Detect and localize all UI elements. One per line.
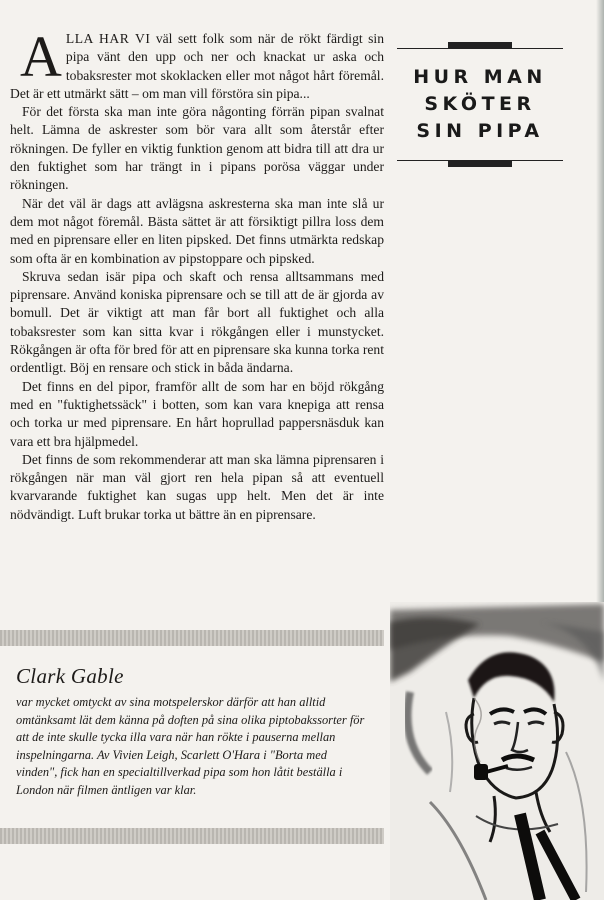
title-rule-top: [397, 48, 563, 49]
lead-smallcaps: LLA HAR VI: [65, 31, 151, 46]
title-block: [397, 42, 563, 166]
sidebar-title: Clark Gable: [16, 664, 124, 688]
paragraph-1-text: väl sett folk som när de rökt färdigt sin pipa vänt den upp och ner och knackat ur aska och tobaksrester mot skoklacken eller mot något hårt föremål. Det är ett utmärkt sätt – om man vill förstöra sin pipa...: [10, 31, 385, 101]
sidebar-text: var mycket omtyckt av sina motspelerskor därför att han alltid omtänksamt lät dem känna på doften på sina olika piptobakssorter för att de inte skulle tycka illa vara när han rökte i pauserna mellan inspelningarna. Av Vivien Leigh, Scarlett O'Hara i "Borta med vinden", fick han en specialtillverkad pipa som hon låtit beställa i London när filmen äntligen var klar.: [16, 695, 365, 797]
clark-gable-sidebar: [0, 630, 384, 850]
clark-gable-illustration: [390, 602, 604, 900]
drop-cap: A: [20, 24, 62, 89]
title-bar-bottom: [448, 161, 512, 167]
article-paragraph-1: [10, 24, 385, 103]
title-line-2: SKÖTER: [424, 93, 536, 115]
sidebar-stripe-top: [0, 630, 384, 646]
title-line-1: HUR MAN: [413, 66, 547, 88]
page-title: [397, 64, 563, 145]
article-paragraph-3: När det väl är dags att avlägsna askresterna ska man inte slå ur dem mot något föremål. Bästa sättet är att försiktigt pillra loss dem med en piprensare eller en liten pipsked. Det finns utmärkta redskap som ofta är en kombination av pipstoppare och pipsked.: [10, 195, 384, 266]
article-paragraph-6: Det finns de som rekommenderar att man ska lämna piprensaren i rökgången när man väl gjort ren hela pipan så att eventuell kvarvarande fuktighet kan sugas upp helt. Men det är inte nödvändigt. Luft brukar torka ut bättre än en piprensare.: [10, 451, 384, 522]
title-line-3: SIN PIPA: [416, 120, 544, 142]
article-body: [10, 24, 385, 524]
article-paragraph-2: För det första ska man inte göra någonting förrän pipan svalnat helt. Lämna de askrester som bör vara allt som återstår efter rökningen. De fyller en viktig funktion genom att bidra till att dra ur den fuktighet som har trängt in i pipans porösa väggar under rökningen.: [10, 104, 384, 193]
article-paragraph-5: Det finns en del pipor, framför allt de som har en böjd rökgång med en "fuktighetssäck" i botten, som kan vara knepiga att rensa och torka ur med piprensare. En hårt hoprullad pappersnäsduk kan vara ett bra hjälpmedel.: [10, 378, 384, 449]
sidebar-stripe-bottom: [0, 828, 384, 844]
article-paragraph-4: Skruva sedan isär pipa och skaft och rensa alltsammans med piprensare. Använd koniska piprensare och se till att de är gjorda av bomull. Det är viktigt att man får bort all fuktighet och alla tobaksrester som kan sitta kvar i rökgången eller i munstycket. Rökgången är ofta för bred för att en piprensare ska kunna torka rent ordentligt. Böj en rensare och stick in båda ändarna.: [10, 268, 384, 376]
